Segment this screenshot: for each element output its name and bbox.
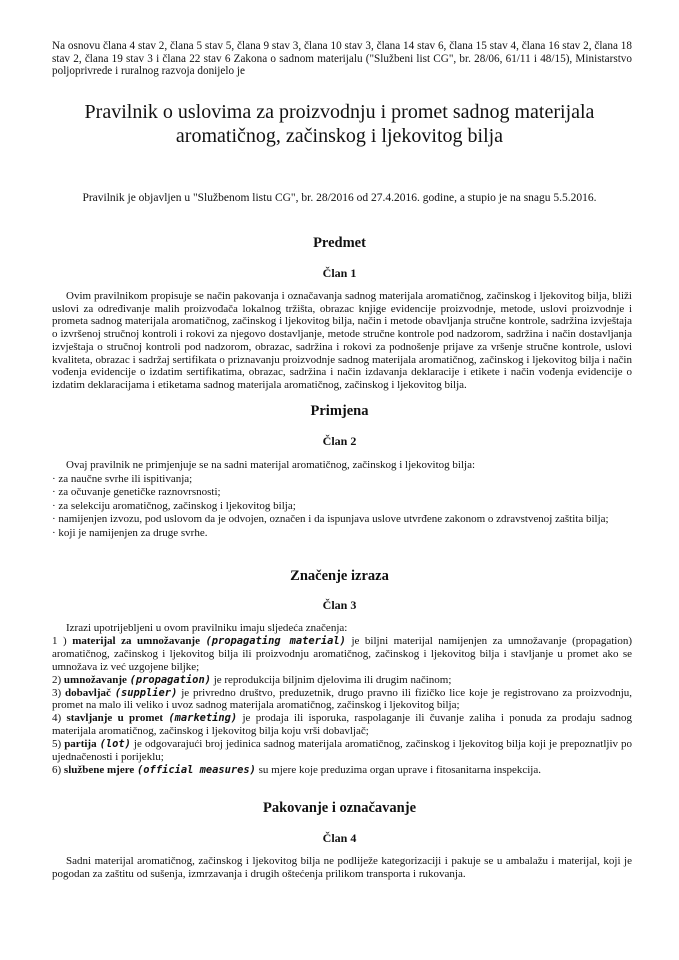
list-item: · za selekciju aromatičnog, začinskog i ljekovitog bilja; [52, 499, 296, 512]
definition-number: 4) [52, 712, 62, 725]
definition-item [52, 712, 632, 738]
article-3-text [52, 622, 632, 777]
list-item: · za naučne svrhe ili ispitivanja; [52, 472, 193, 485]
definition-item [52, 738, 632, 764]
article-heading-3: Član 3 [322, 598, 357, 612]
definition-number: 6) [52, 763, 62, 776]
article-3-intro: Izrazi upotrijebljeni u ovom pravilniku imaju sljedeća značenja: [66, 622, 348, 634]
title-line-2: aromatičnog, začinskog i ljekovitog bilja [175, 125, 504, 147]
section-heading-primjena: Primjena [310, 403, 369, 419]
list-item: · koji je namijenjen za druge svrhe. [52, 526, 208, 539]
section-heading-predmet: Predmet [313, 235, 366, 251]
definition-english: (supplier) [114, 686, 178, 699]
definition-text: je biljni materijal namijenjen za umnožavanje (propagation) aromatičnog, začinskog i ljekovitog bilja ili proizvodnju aromatičnog, začinskog i ljekovitog bilja i stavljanje u promet ako se umnožava iz već uzgojene biljke; [52, 634, 633, 673]
definition-item [52, 635, 632, 674]
definition-english: (propagating material) [205, 634, 346, 647]
definition-term: dobavljač [65, 686, 111, 699]
definition-english: (marketing) [168, 712, 238, 725]
definition-number: 3) [52, 686, 62, 699]
section-heading-pakovanje: Pakovanje i označavanje [262, 800, 417, 816]
article-1-text [52, 290, 632, 392]
list-item: · namijenjen izvozu, pod uslovom da je odvojen, označen i da ispunjava uslove utvrđene zakonom o zdravstvenoj zaštita bilja; [52, 513, 609, 526]
article-heading-2: Član 2 [322, 434, 357, 448]
section-heading-znacenje-izraza: Značenje izraza [290, 568, 389, 584]
list-item: · za očuvanje genetičke raznovrsnosti; [52, 486, 221, 499]
document-title [40, 100, 639, 148]
definition-number: 5) [52, 738, 62, 751]
article-2-intro: Ovaj pravilnik ne primjenjuje se na sadni materijal aromatičnog, začinskog i ljekovitog bilja: [66, 459, 476, 471]
definition-term: stavljanje u promet [66, 712, 164, 725]
article-4-text [52, 855, 632, 880]
definition-text: je reprodukcija biljnim djelovima ili drugim načinom; [213, 673, 452, 686]
definition-item [52, 674, 632, 687]
definition-number: 2) [52, 673, 62, 686]
definition-text: su mjere koje preduzima organ uprave i fitosanitarna inspekcija. [258, 763, 541, 776]
definition-item [52, 764, 632, 777]
definition-english: (lot) [99, 738, 131, 751]
definition-item [52, 687, 632, 713]
definition-term: materijal za umnožavanje [72, 634, 200, 647]
definition-english: (propagation) [129, 673, 211, 686]
article-4-paragraph: Sadni materijal aromatičnog, začinskog i ljekovitog bilja ne podliježe kategorizaciji i pakuje se u ambalažu i materijal, koji je pogodan za zaštitu od sušenja, izmrzavanja i drugih oštećenja prilikom transporta i rukovanja. [52, 855, 632, 880]
article-2-text [52, 459, 632, 541]
title-line-1: Pravilnik o uslovima za proizvodnju i promet sadnog materijala [84, 101, 595, 123]
definition-number: 1 ) [52, 634, 67, 647]
article-1-paragraph: Ovim pravilnikom propisuje se način pakovanja i označavanja sadnog materijala aromatičnog, začinskog i ljekovitog bilja, bliži uslovi za određivanje malih proizvođača lokalnog tržišta, obrazac knjige evidencije proizvodnje, metode, uslovi proizvodnje i prometa sadnog materijala aromatičnog, začinskog i ljekovitog bilja, način i metode obavljanja stručne kontrole, sadržina izvještaja o izvršenoj stručnoj kontroli i rokovi za njegovo dostavljanje, metode stručne kontrole pod nadzorom, sadržina i način dostavljanja izvještaja o stručnoj kontroli pod nadzorom, obrazac, sadržina i rokovi za podnošenje prijave za vršenje stručne kontrole, uslovi kvaliteta, obrazac i sadržaj sertifikata o priznavanju proizvodnje sadnog materijala aromatičnog, začinskog i ljekovitog bilja i način vođenja evidencije o izdatim sertifikatima, obrazac, sadržina i način izdavanja deklaracije i etikete i način vođenja evidencije o izdatim deklaracijama i etiketama sadnog materijala aromatičnog, začinskog i ljekovitog bilja. [52, 290, 632, 391]
definition-text: je prodaja ili isporuka, raspolaganje ili čuvanje zaliha i ponuda za prodaju sadnog materijala aromatičnog, začinskog i ljekovitog bilja koju vrši dobavljač; [52, 712, 633, 738]
definition-term: partija [64, 738, 97, 751]
publication-note: Pravilnik je objavljen u "Službenom listu CG", br. 28/2016 od 27.4.2016. godine, a stupio je na snagu 5.5.2016. [82, 192, 597, 204]
preamble-text: Na osnovu člana 4 stav 2, člana 5 stav 5, člana 9 stav 3, člana 10 stav 3, člana 14 stav 6, člana 15 stav 4, člana 16 stav 2, člana 18 stav 2, člana 19 stav 3 i člana 22 stav 6 Zakona o sadnom materijalu ("Službeni list CG", br. 28/06, 61/11 i 48/15), Ministarstvo poljoprivrede i ruralnog razvoja donijelo je [52, 40, 632, 78]
article-heading-1: Član 1 [322, 266, 357, 280]
article-heading-4: Član 4 [322, 831, 357, 845]
definition-text: je privredno društvo, preduzetnik, drugo pravno ili fizičko lice koje je registrovano za proizvodnju, promet na malo ili veliko i uvoz sadnog materijala aromatičnog, začinskog i ljekovitog bilja; [52, 686, 633, 712]
definition-term: službene mjere [63, 763, 135, 776]
definition-term: umnožavanje [63, 673, 127, 686]
definition-text: je odgovarajući broj jedinica sadnog materijala aromatičnog, začinskog i ljekovitog bilja koji je prepoznatljiv po ujednačenosti i porijeklu; [52, 738, 633, 764]
definition-english: (official measures) [137, 763, 256, 776]
